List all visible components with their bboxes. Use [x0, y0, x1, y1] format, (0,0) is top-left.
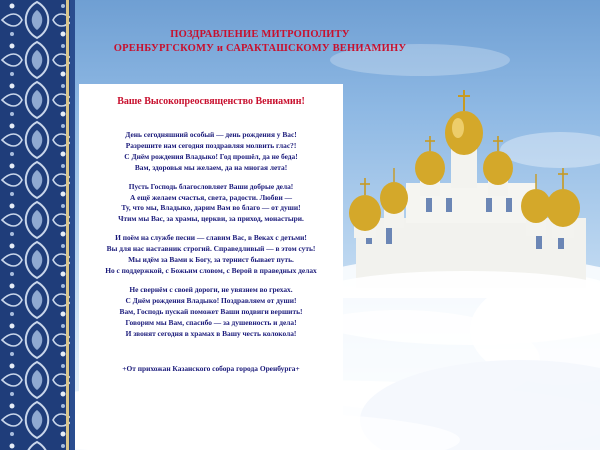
- poem-line: А ещё желаем счастья, света, радости. Любви —: [130, 192, 292, 202]
- poem: [79, 130, 343, 347]
- stanza: [79, 233, 343, 277]
- page-title: [60, 28, 460, 56]
- poem-line: Но с поддержкой, с Божьим словом, с Верой в праведных делах: [105, 265, 317, 275]
- poem-line: Вам, Господь пускай поможет Ваши подвиги вершить!: [119, 306, 303, 316]
- ornamental-border: [0, 0, 75, 450]
- stanza: [79, 130, 343, 174]
- cathedral-illustration: [336, 88, 600, 298]
- ornament-pattern: [0, 0, 75, 450]
- poem-line: Ту, что мы, Владыко, дарим Вам во благо — от души!: [121, 203, 301, 213]
- greeting-card: [79, 84, 343, 416]
- poem-line: Вам, здоровья мы желаем, да на многая лета!: [134, 162, 288, 172]
- poem-line: Разрешите нам сегодня поздравляя молвить глас?!: [125, 140, 297, 150]
- greeting-heading: Ваше Высокопреосвященство Вениамин!: [117, 96, 305, 107]
- poem-line: Чтим мы Вас, за храмы, церкви, за приход, монастыри.: [118, 214, 304, 224]
- poem-line: Говорим мы Вам, спасибо — за душевность и дела!: [125, 317, 297, 327]
- stanza: [79, 285, 343, 340]
- poem-line: Пусть Господь благословляет Ваши добрые дела!: [128, 181, 294, 191]
- poem-line: И звонят сегодня в храмах в Вашу честь колокола!: [125, 328, 297, 338]
- signature: +От прихожан Казанского собора города Оренбурга+: [122, 364, 300, 373]
- poem-line: Не свернём с своей дороги, не увязнем во грехах.: [129, 284, 293, 294]
- poem-line: Мы идём за Вами к Богу, за тернист бывает путь.: [128, 255, 294, 265]
- stanza: [79, 182, 343, 226]
- poem-line: С Днём рождения Владыко! Поздравляем от души!: [125, 295, 297, 305]
- title-line-1: ПОЗДРАВЛЕНИЕ МИТРОПОЛИТУ: [170, 29, 350, 40]
- poem-line: С Днём рождения Владыко! Год прошёл, да не беда!: [124, 151, 298, 161]
- poem-line: Вы для нас наставник строгий. Справедливый — в этом суть!: [106, 244, 316, 254]
- poem-line: День сегодняшний особый — день рождения у Вас!: [125, 130, 297, 139]
- title-line-2: ОРЕНБУРГСКОМУ и САРАКТАШСКОМУ ВЕНИАМИНУ: [113, 43, 407, 54]
- poem-line: И поём на службе песни — славим Вас, в Веках с детьми!: [115, 233, 307, 243]
